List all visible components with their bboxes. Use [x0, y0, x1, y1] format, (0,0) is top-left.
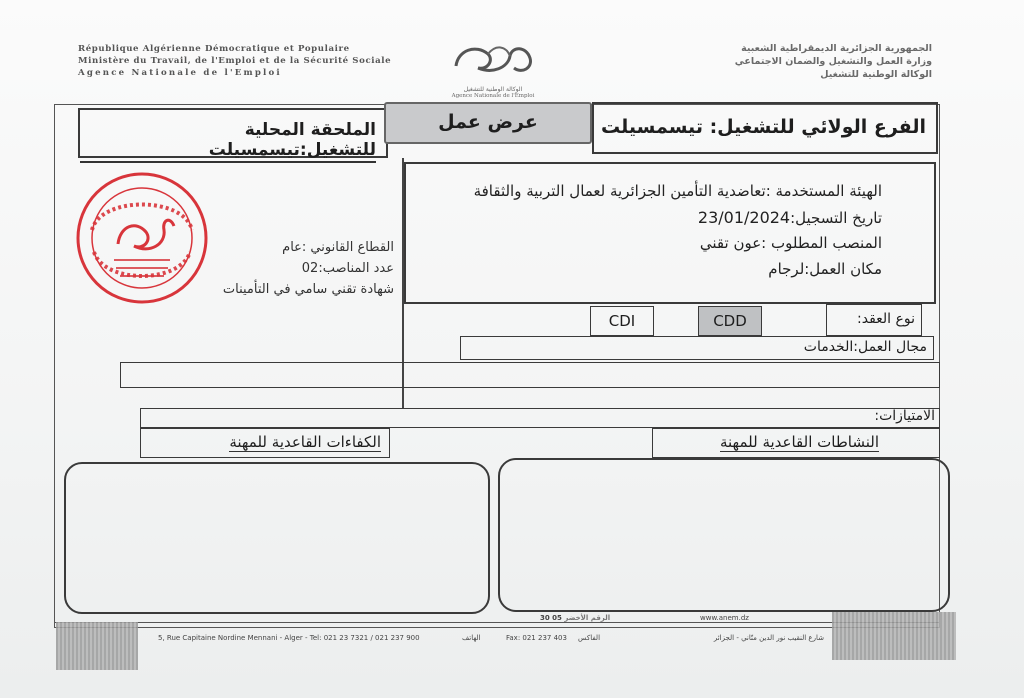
positions-count: 02 — [301, 261, 319, 276]
diploma: شهادة تقني سامي في التأمينات — [222, 282, 394, 297]
anem-logo-icon — [448, 38, 538, 80]
registration-line — [698, 208, 882, 227]
footer-fax-ar: الفاكس — [578, 634, 601, 642]
header-ar-line2: وزارة العمل والتشغيل والضمان الاجتماعي — [734, 56, 932, 67]
competencies-area — [64, 462, 490, 614]
header-ar-line3: الوكالة الوطنية للتشغيل — [820, 69, 932, 80]
free-number-value: 30 05 — [540, 614, 562, 622]
contract-cdi-box — [590, 306, 654, 336]
competencies-label: الكفاءات القاعدية للمهنة — [229, 433, 381, 451]
official-stamp — [74, 170, 210, 306]
blank-row — [120, 362, 940, 388]
activities-label-box — [652, 428, 940, 458]
footer-address-fr: 5, Rue Capitaine Nordine Mennani - Alger - Tel: 021 23 7321 / 021 237 900 — [158, 634, 420, 642]
registration-label: تاريخ التسجيل: — [790, 209, 882, 227]
required-position: المنصب المطلوب :عون تقني — [699, 234, 882, 252]
activities-area — [498, 458, 950, 612]
privileges-label: الامتيازات: — [874, 408, 935, 424]
workplace: مكان العمل:لرجام — [768, 260, 882, 278]
offer-title: عرض عمل — [438, 111, 538, 133]
header-ar-line1: الجمهورية الجزائرية الديمقراطية الشعبية — [741, 43, 932, 54]
contract-cdd-box — [698, 306, 762, 336]
anem-logo — [448, 38, 538, 99]
logo-caption-ar: الوكالة الوطنية للتشغيل — [463, 86, 523, 93]
footer-line — [54, 622, 940, 623]
scan-smudge-right — [832, 612, 956, 660]
contract-cdi: CDI — [608, 312, 636, 330]
contract-label: نوع العقد: — [857, 311, 915, 327]
local-agency-box — [78, 108, 388, 158]
competencies-label-box — [140, 428, 390, 458]
contract-cdd: CDD — [713, 312, 747, 330]
employer-name: الهيئة المستخدمة :تعاضدية التأمين الجزائرية لعمال التربية والثقافة — [473, 182, 882, 200]
header-fr-line3: Agence Nationale de l'Emploi — [78, 68, 282, 78]
footer-fax-fr: Fax: 021 237 403 — [506, 634, 567, 642]
free-number-label: الرقم الأخضر — [564, 614, 611, 622]
contract-label-box — [826, 304, 922, 336]
header-fr-line2: Ministère du Travail, de l'Emploi et de la Sécurité Sociale — [78, 56, 392, 66]
privileges-box — [140, 408, 940, 428]
wilaya-branch-box — [592, 102, 938, 154]
free-number — [540, 614, 610, 622]
header-fr-line1: République Algérienne Démocratique et Populaire — [78, 44, 350, 54]
logo-caption-fr: Agence Nationale de l'Emploi — [451, 93, 535, 99]
stamp-icon — [74, 170, 210, 306]
registration-date: 23/01/2024 — [697, 208, 791, 227]
positions-count-line — [302, 261, 394, 276]
wilaya-branch-title: الفرع الولائي للتشغيل: تيسمسيلت — [601, 116, 926, 138]
positions-label: عدد المناصب: — [318, 261, 394, 276]
work-field: مجال العمل:الخدمات — [803, 339, 927, 355]
footer-phone-ar: الهاتف — [462, 634, 481, 642]
footer-address-ar: شارع النقيب نور الدين منّاني - الجزائر — [713, 634, 824, 642]
legal-sector: القطاع القانوني :عام — [282, 240, 394, 255]
scan-smudge-left — [56, 622, 138, 670]
activities-label: النشاطات القاعدية للمهنة — [719, 433, 879, 451]
local-agency-title: الملحقة المحلية للتشغيل:تيسمسيلت — [80, 120, 376, 163]
offer-title-box — [384, 102, 592, 144]
website: www.anem.dz — [700, 614, 749, 622]
work-field-box — [460, 336, 934, 360]
